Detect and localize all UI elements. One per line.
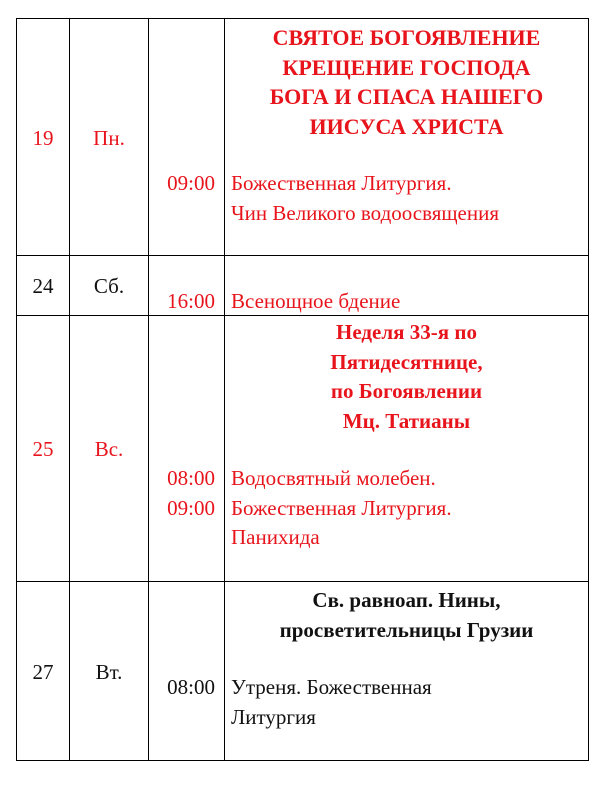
schedule-table <box>16 18 589 761</box>
schedule-row-24 <box>17 256 589 316</box>
schedule-row-25 <box>17 316 589 582</box>
service-item: Утреня. Божественная <box>231 675 432 699</box>
service-time: 08:00 <box>167 675 215 699</box>
service-time: 08:00 <box>167 466 215 490</box>
service-item: Всенощное бдение <box>231 289 401 313</box>
date: 19 <box>32 126 54 150</box>
service-item: Панихида <box>231 525 320 549</box>
weekday: Сб. <box>93 274 125 298</box>
schedule-row-27 <box>17 582 589 761</box>
feast-title-line: СВЯТОЕ БОГОЯВЛЕНИЕ <box>272 25 541 50</box>
weekday: Вт. <box>95 660 123 684</box>
service-times <box>149 464 224 523</box>
service-times <box>149 287 224 317</box>
service-list <box>231 464 452 553</box>
service-item: Чин Великого водоосвящения <box>231 200 500 225</box>
feast-title <box>225 318 588 436</box>
date: 24 <box>32 274 54 298</box>
service-times <box>149 673 224 703</box>
date: 25 <box>32 437 54 461</box>
feast-title-line: Св. равноап. Нины, <box>312 588 501 612</box>
feast-title-line: просветительницы Грузии <box>279 617 534 642</box>
weekday: Вс. <box>94 437 124 461</box>
service-time: 09:00 <box>167 495 215 520</box>
feast-title <box>225 23 588 141</box>
schedule-row-19 <box>17 19 589 256</box>
service-time: 09:00 <box>167 171 215 195</box>
service-list <box>231 287 400 317</box>
feast-title-line: Неделя 33-я по <box>336 320 477 344</box>
service-item: Божественная Литургия. <box>231 171 452 195</box>
service-item: Водосвятный молебен. <box>231 466 436 490</box>
service-times <box>149 169 224 199</box>
weekday: Пн. <box>93 126 125 150</box>
feast-title-line: КРЕЩЕНИЕ ГОСПОДА <box>282 54 531 80</box>
date: 27 <box>32 660 54 684</box>
service-item: Литургия <box>231 704 316 729</box>
service-item: Божественная Литургия. <box>231 495 452 520</box>
feast-title-line: БОГА И СПАСА НАШЕГО <box>269 84 544 109</box>
feast-title-line: ИИСУСА ХРИСТА <box>309 113 504 139</box>
feast-title <box>225 586 588 645</box>
service-time: 16:00 <box>167 289 215 313</box>
feast-title-line: по Богоявлении <box>330 379 483 403</box>
feast-title-line: Пятидесятнице, <box>330 349 483 374</box>
service-list <box>231 673 432 732</box>
service-list <box>231 169 499 228</box>
feast-title-line: Мц. Татианы <box>342 408 471 433</box>
